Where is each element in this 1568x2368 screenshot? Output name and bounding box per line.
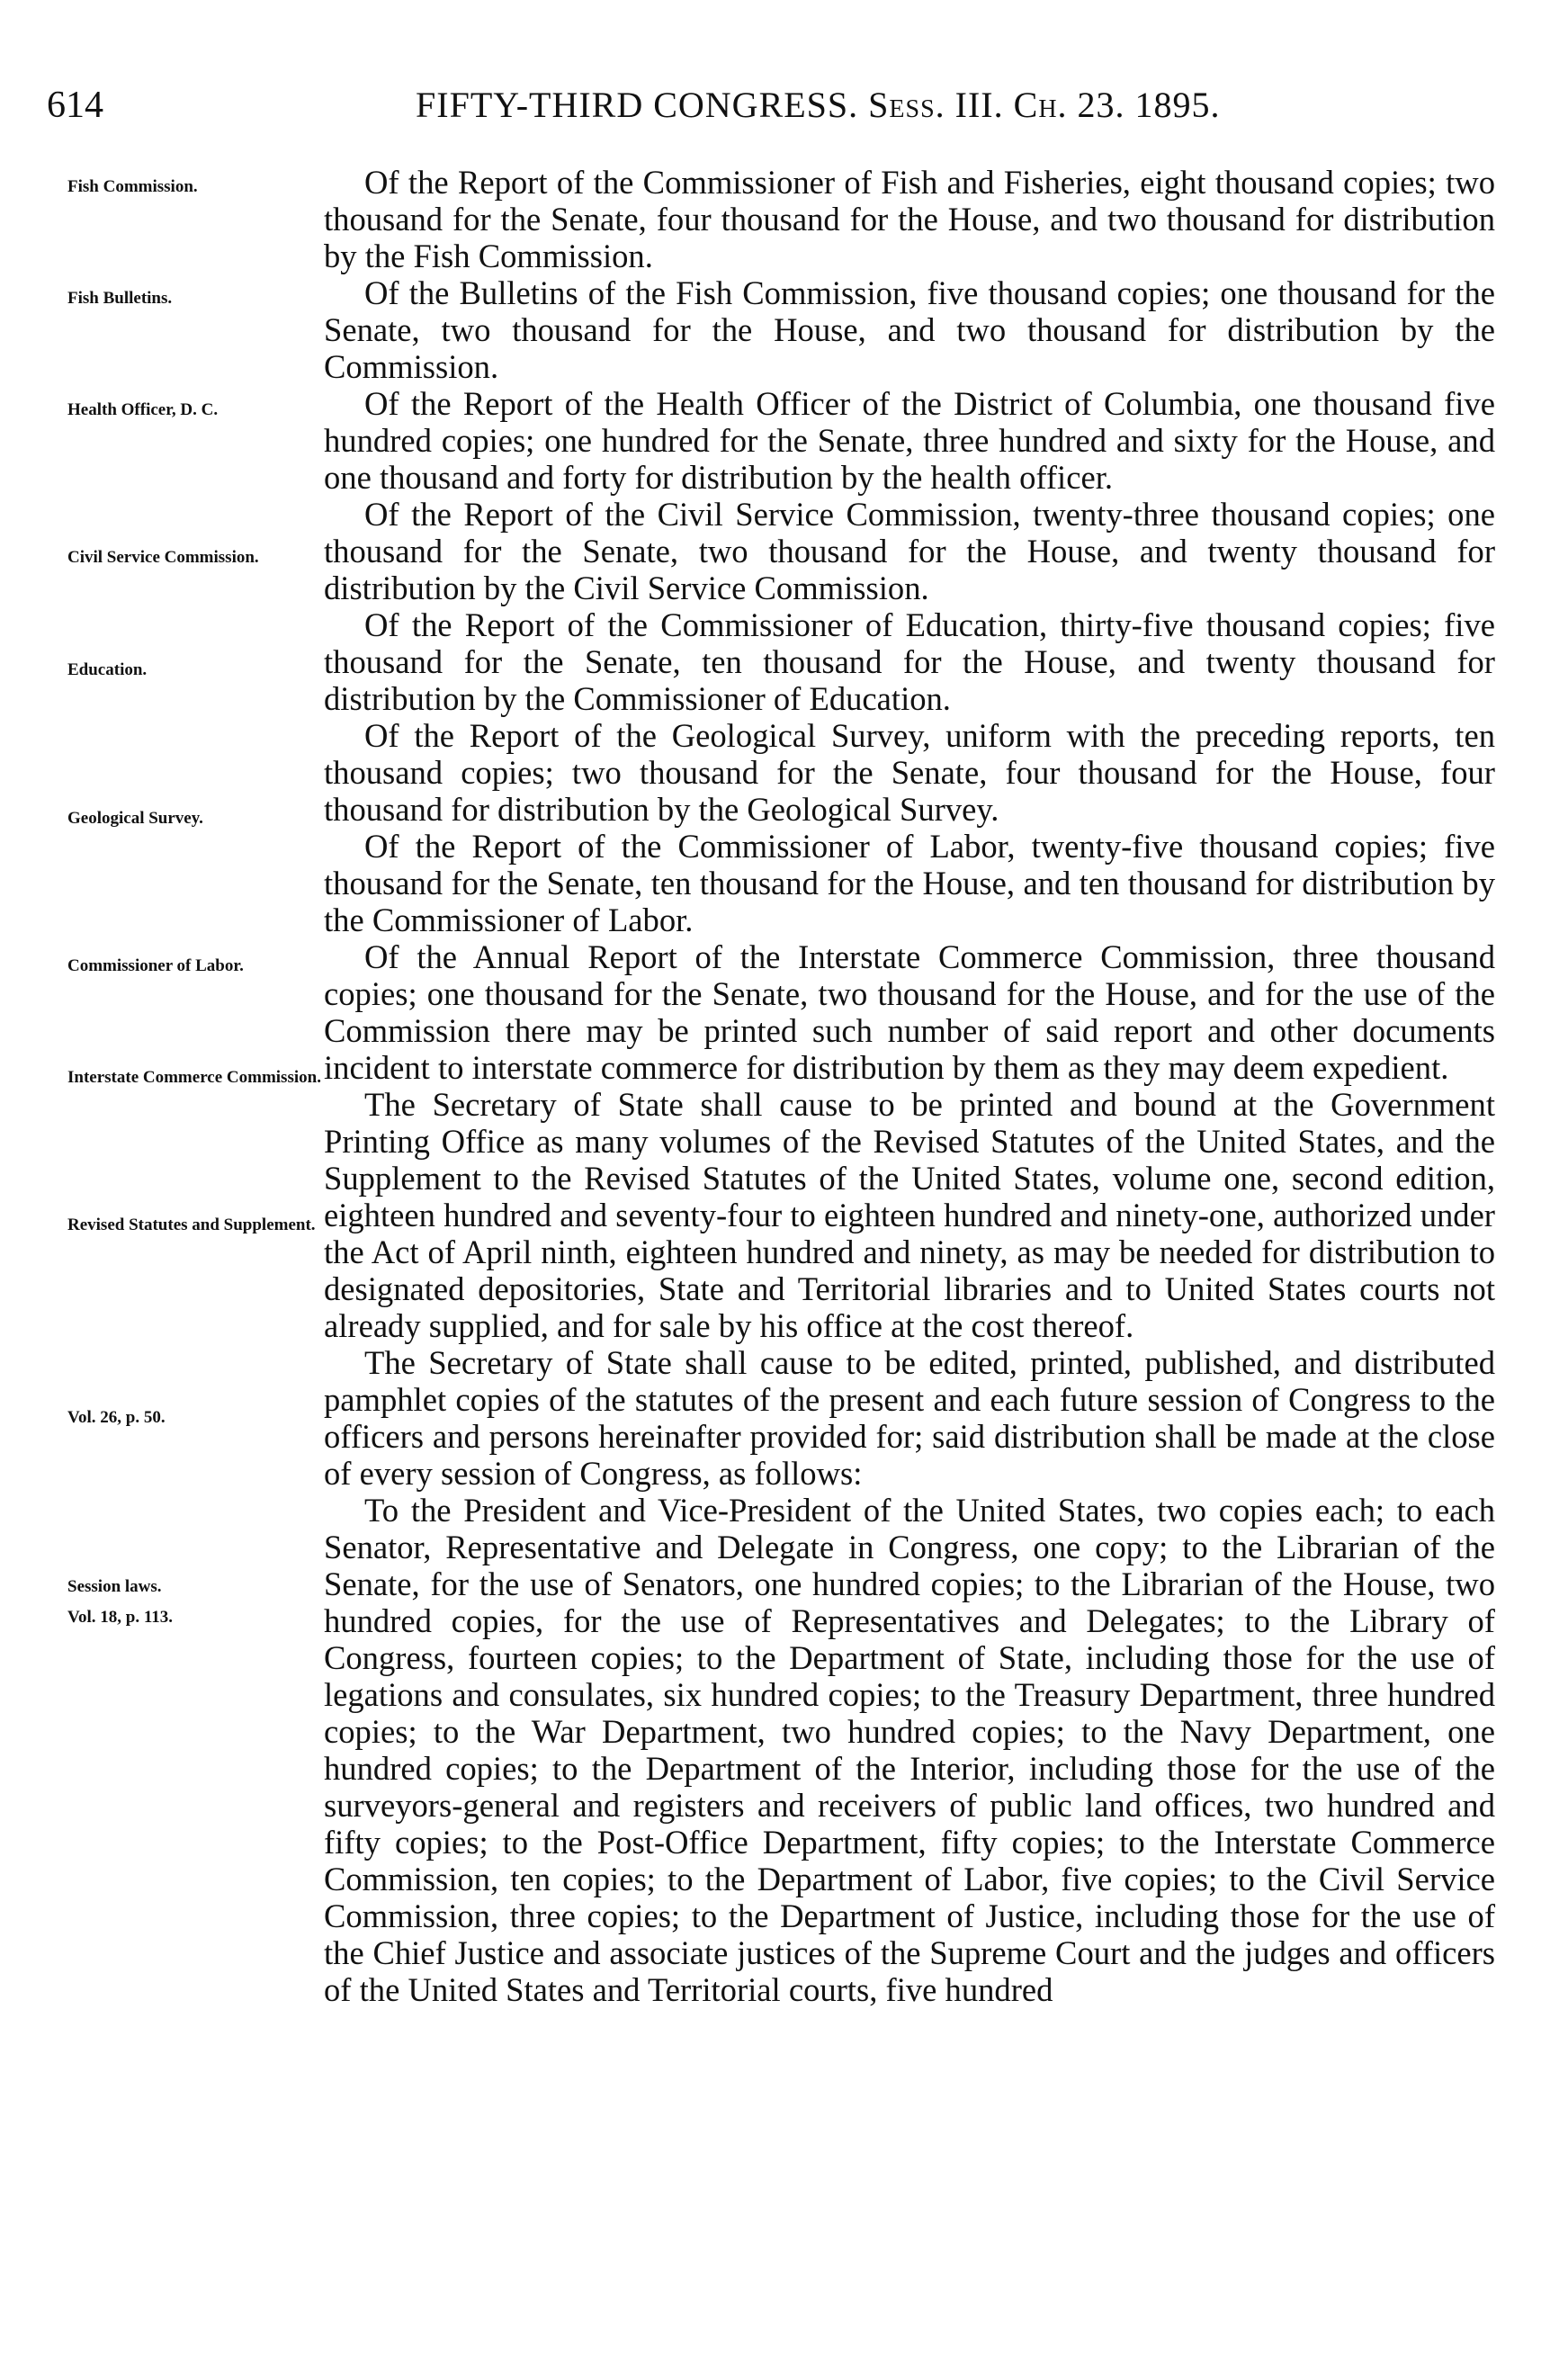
paragraph-revised-statutes: The Secretary of State shall cause to be printed and bound at the Government Printing Office as many volumes of the Revised Statutes of the United States, and the Supplement to the Revised Statutes of the United States, volume one, second edition, eighteen hundred and seventy-four to eighteen hundred and ninety-one, authorized under the Act of April ninth, eighteen hundred and ninety, as may be needed for distribution to designated depositories, State and Territorial libraries and to United States courts not already supplied, and for sale by his office at the cost thereof. bbox=[324, 1086, 1495, 1344]
margin-note: Fish Commission. bbox=[67, 177, 198, 196]
paragraph-labor: Of the Report of the Commissioner of Labor, twenty-five thousand copies; five thousand for the Senate, ten thousand for the House, and ten thousand for distribution by the Commissioner of Labor. bbox=[324, 828, 1495, 938]
year-label: 1895. bbox=[1134, 85, 1221, 125]
margin-note: Civil Service Commission. bbox=[67, 548, 259, 567]
page-number: 614 bbox=[47, 85, 103, 126]
paragraph-fish-bulletins: Of the Bulletins of the Fish Commission, five thousand copies; one thousand for the Senate, two thousand for the House, and two thousand for distribution by the Commission. bbox=[324, 274, 1495, 385]
margin-note: Education. bbox=[67, 660, 148, 679]
margin-note: Vol. 18, p. 113. bbox=[67, 1608, 174, 1627]
margin-note: Vol. 26, p. 50. bbox=[67, 1408, 166, 1427]
paragraph-health-officer: Of the Report of the Health Officer of the District of Columbia, one thousand five hundred copies; one hundred for the Senate, three hundred and sixty for the House, and one thousand and forty for distribution by the health officer. bbox=[324, 385, 1495, 496]
margin-note: Revised Statutes and Supplement. bbox=[67, 1215, 316, 1234]
paragraph-distribution-list: To the President and Vice-President of the United States, two copies each; to each Senator, Representative and Delegate in Congress, one copy; to the Librarian of the Senate, for the use of Senators, one hundred copies; to the Librarian of the House, two hundred copies, for the use of Representatives and Delegates; to the Library of Congress, fourteen copies; to the Department of State, including those for the use of legations and consulates, six hundred copies; to the Treasury Department, three hundred copies; to the War Department, two hundred copies; to the Navy Department, one hundred copies; to the Department of the Interior, including those for the use of the surveyors-general and registers and receivers of public land offices, two hundred and fifty copies; to the Post-Office Department, fifty copies; to the Interstate Commerce Commission, ten copies; to the Department of Labor, five copies; to the Civil Service Commission, three copies; to the Department of Justice, including those for the use of the Chief Justice and associate justices of the Supreme Court and the judges and officers of the United States and Territorial courts, five hundred bbox=[324, 1492, 1495, 2008]
margin-note: Interstate Commerce Commission. bbox=[67, 1068, 321, 1087]
congress-title: FIFTY-THIRD CONGRESS. bbox=[416, 85, 859, 125]
paragraph-interstate-commerce: Of the Annual Report of the Interstate Commerce Commission, three thousand copies; one thousand for the Senate, two thousand for the House, and for the use of the Commission there may be printed such number of said report and other documents incident to interstate commerce for distribution by them as they may deem expedient. bbox=[324, 938, 1495, 1086]
margin-note: Health Officer, D. C. bbox=[67, 400, 219, 419]
paragraph-session-laws: The Secretary of State shall cause to be edited, printed, published, and distributed pamphlet copies of the statutes of the present and each future session of Congress to the officers and persons hereinafter provided for; said distribution shall be made at the close of every session of Congress, as follows: bbox=[324, 1344, 1495, 1492]
page-header bbox=[47, 83, 1495, 128]
margin-note: Session laws. bbox=[67, 1577, 162, 1596]
paragraph-fish-commission: Of the Report of the Commissioner of Fish and Fisheries, eight thousand copies; two thousand for the Senate, four thousand for the House, and two thousand for distribution by the Fish Commission. bbox=[324, 164, 1495, 274]
running-head bbox=[416, 83, 1221, 128]
main-text bbox=[324, 164, 1495, 2008]
paragraph-geological-survey: Of the Report of the Geological Survey, uniform with the preceding reports, ten thousand copies; two thousand for the Senate, four thousand for the House, four thousand for distribution by the Geological Survey. bbox=[324, 717, 1495, 828]
margin-note: Fish Bulletins. bbox=[67, 289, 173, 308]
session-label: Sess. III. bbox=[868, 85, 1004, 125]
margin-note: Geological Survey. bbox=[67, 809, 203, 828]
paragraph-education: Of the Report of the Commissioner of Education, thirty-five thousand copies; five thousand for the Senate, ten thousand for the House, and twenty thousand for distribution by the Commissioner of Education. bbox=[324, 606, 1495, 717]
chapter-label: Ch. 23. bbox=[1013, 85, 1125, 125]
paragraph-civil-service: Of the Report of the Civil Service Commission, twenty-three thousand copies; one thousand for the Senate, two thousand for the House, and twenty thousand for distribution by the Civil Service Commission. bbox=[324, 496, 1495, 606]
margin-note: Commissioner of Labor. bbox=[67, 956, 244, 975]
